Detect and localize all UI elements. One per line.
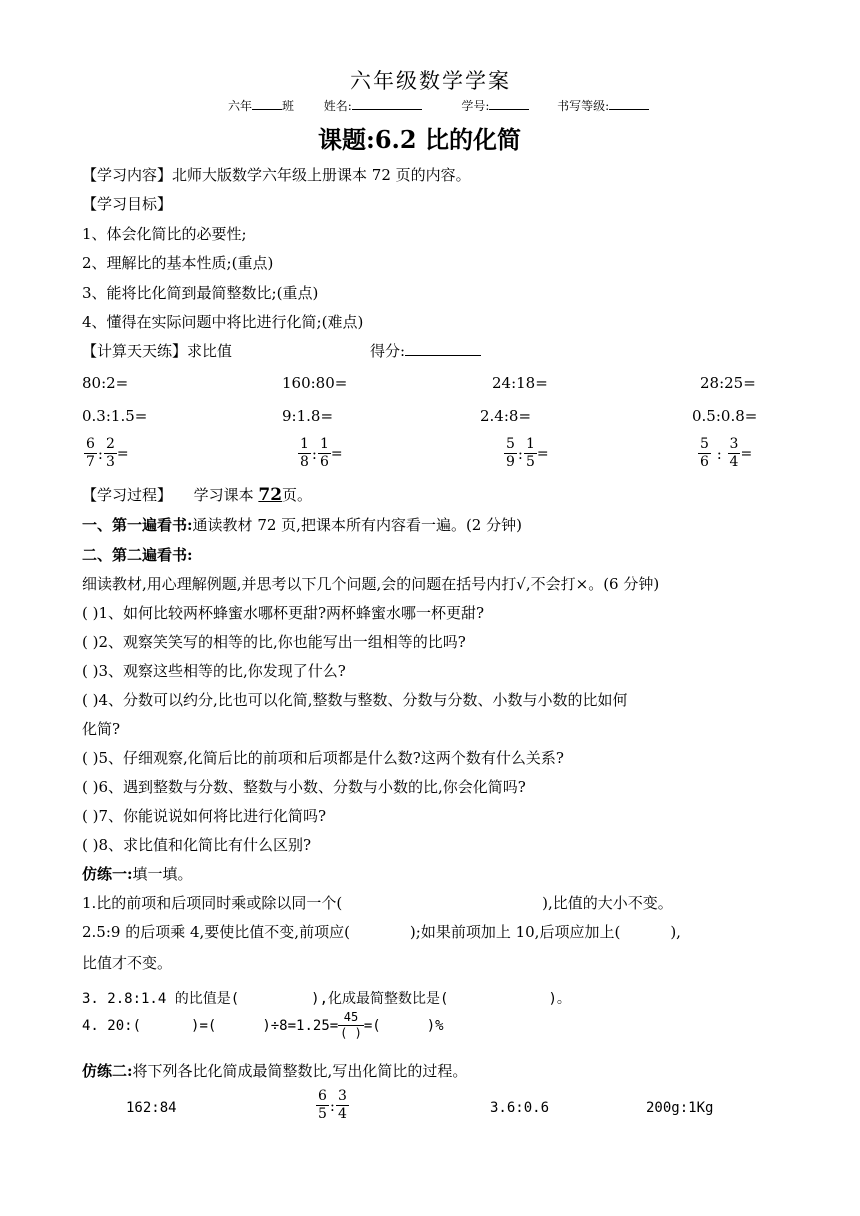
fraction: $\frac{3}{4}$ <box>337 1088 347 1122</box>
process-text-end: 页。 <box>282 486 313 504</box>
calc-item: 0.3:1.5= <box>82 407 148 425</box>
question-item: ( )2、观察笑笑写的相等的比,你也能写出一组相等的比吗? <box>82 633 466 651</box>
lesson-title: 课题:6.2 比的化简 <box>318 125 521 154</box>
number-label: 学号: <box>461 99 490 113</box>
p2-item: 3.6:0.6 <box>490 1100 550 1116</box>
score-blank[interactable] <box>405 341 481 356</box>
fraction: $\frac{3}{4}$ <box>729 436 739 470</box>
goal-item: 4、懂得在实际问题中将比进行化简;(难点) <box>82 313 364 331</box>
read1-text: 通读教材 72 页,把课本所有内容看一遍。(2 分钟) <box>192 516 522 534</box>
question-item-cont: 化简? <box>82 720 121 738</box>
fraction: $\frac{6}{7}$ <box>86 436 95 470</box>
name-label: 姓名: <box>323 99 352 113</box>
question-item: ( )1、如何比较两杯蜂蜜水哪杯更甜?两杯蜂蜜水哪一杯更甜? <box>82 604 485 622</box>
question-item: ( )5、仔细观察,化简后比的前项和后项都是什么数?这两个数有什么关系? <box>82 749 564 767</box>
calc-heading: 【计算天天练】求比值 <box>82 342 233 360</box>
p1-line5: 4. 20:( )=( )÷8=1.25= $\frac{45}{( )}$ =( )% <box>82 1010 444 1040</box>
p1-line1: 1.比的前项和后项同时乘或除以同一个( ),比值的大小不变。 <box>82 894 673 912</box>
grade-blank[interactable] <box>609 95 649 110</box>
practice2-heading <box>82 1060 467 1081</box>
question-item: ( )7、你能说说如何将比进行化简吗? <box>82 807 327 825</box>
score-label: 得分: <box>370 342 406 360</box>
fraction-ratio-item: $\frac{1}{8}$ : $\frac{1}{6}$ = <box>300 436 343 470</box>
fraction-ratio-item: $\frac{6}{7}$ : $\frac{2}{3}$ = <box>86 436 129 470</box>
fraction-ratio-item: $\frac{5}{6}$ : $\frac{3}{4}$ = <box>700 436 753 470</box>
practice1-text: 填一填。 <box>132 865 193 883</box>
practice1-heading <box>82 863 193 884</box>
p2-fraction-item: $\frac{6}{5}$ : $\frac{3}{4}$ <box>318 1088 347 1122</box>
question-item: ( )3、观察这些相等的比,你发现了什么? <box>82 662 346 680</box>
fraction: $\frac{1}{6}$ <box>319 436 329 470</box>
number-blank[interactable] <box>489 95 529 110</box>
practice2-text: 将下列各比化简成最简整数比,写出化简比的过程。 <box>132 1062 468 1080</box>
p2-item: 200g:1Kg <box>646 1100 714 1116</box>
score-field <box>370 340 481 361</box>
process-text: 学习课本 <box>193 486 254 504</box>
practice2-label: 仿练二: <box>82 1062 133 1080</box>
student-info-row <box>228 95 649 114</box>
fraction: $\frac{2}{3}$ <box>105 436 115 470</box>
fraction: $\frac{5}{6}$ <box>700 436 709 470</box>
grade-label: 书写等级: <box>557 99 610 113</box>
question-item: ( )6、遇到整数与分数、整数与小数、分数与小数的比,你会化简吗? <box>82 778 526 796</box>
worksheet-title: 六年级数学学案 <box>350 69 511 93</box>
question-item: ( )8、求比值和化简比有什么区别? <box>82 836 312 854</box>
read2-heading: 二、第二遍看书: <box>82 546 193 564</box>
fraction: $\frac{45}{( )}$ <box>340 1010 362 1040</box>
read2-text: 细读教材,用心理解例题,并思考以下几个问题,会的问题在括号内打√,不会打×。(6 分钟) <box>82 575 660 593</box>
calc-item: 9:1.8= <box>282 407 334 425</box>
calc-item: 2.4:8= <box>480 407 532 425</box>
read1-line <box>82 514 522 535</box>
calc-item: 0.5:0.8= <box>692 407 758 425</box>
process-line <box>82 484 312 505</box>
name-blank[interactable] <box>352 95 422 110</box>
class-label-b: 班 <box>282 99 295 113</box>
goal-item: 1、体会化简比的必要性; <box>82 225 247 243</box>
question-item: ( )4、分数可以约分,比也可以化简,整数与整数、分数与分数、小数与小数的比如何 <box>82 691 628 709</box>
fraction: $\frac{6}{5}$ <box>318 1088 327 1122</box>
calc-item: 80:2= <box>82 374 129 392</box>
practice1-label: 仿练一: <box>82 865 133 883</box>
p2-item: 162:84 <box>126 1100 177 1116</box>
p1-line4: 3. 2.8:1.4 的比值是( ),化成最简整数比是( )。 <box>82 991 571 1007</box>
fraction-ratio-item: $\frac{5}{9}$ : $\frac{1}{5}$ = <box>506 436 549 470</box>
p1-line2: 2.5:9 的后项乘 4,要使比值不变,前项应( );如果前项加上 10,后项应加上( ), <box>82 923 681 941</box>
read1-heading: 一、第一遍看书: <box>82 516 193 534</box>
calc-item: 28:25= <box>700 374 756 392</box>
calc-item: 24:18= <box>492 374 548 392</box>
fraction: $\frac{1}{5}$ <box>525 436 535 470</box>
fraction: $\frac{5}{9}$ <box>506 436 515 470</box>
class-blank[interactable] <box>252 95 282 110</box>
fraction: $\frac{1}{8}$ <box>300 436 309 470</box>
class-label-a: 六年 <box>228 99 253 113</box>
process-heading: 【学习过程】 <box>82 486 173 504</box>
calc-item: 160:80= <box>282 374 348 392</box>
study-content: 【学习内容】北师大版数学六年级上册课本 72 页的内容。 <box>82 166 471 184</box>
goal-item: 3、能将比化简到最简整数比;(重点) <box>82 284 319 302</box>
process-page: 72 <box>258 485 283 505</box>
goal-item: 2、理解比的基本性质;(重点) <box>82 254 274 272</box>
goals-heading: 【学习目标】 <box>82 195 173 213</box>
p1-line3: 比值才不变。 <box>82 954 173 972</box>
